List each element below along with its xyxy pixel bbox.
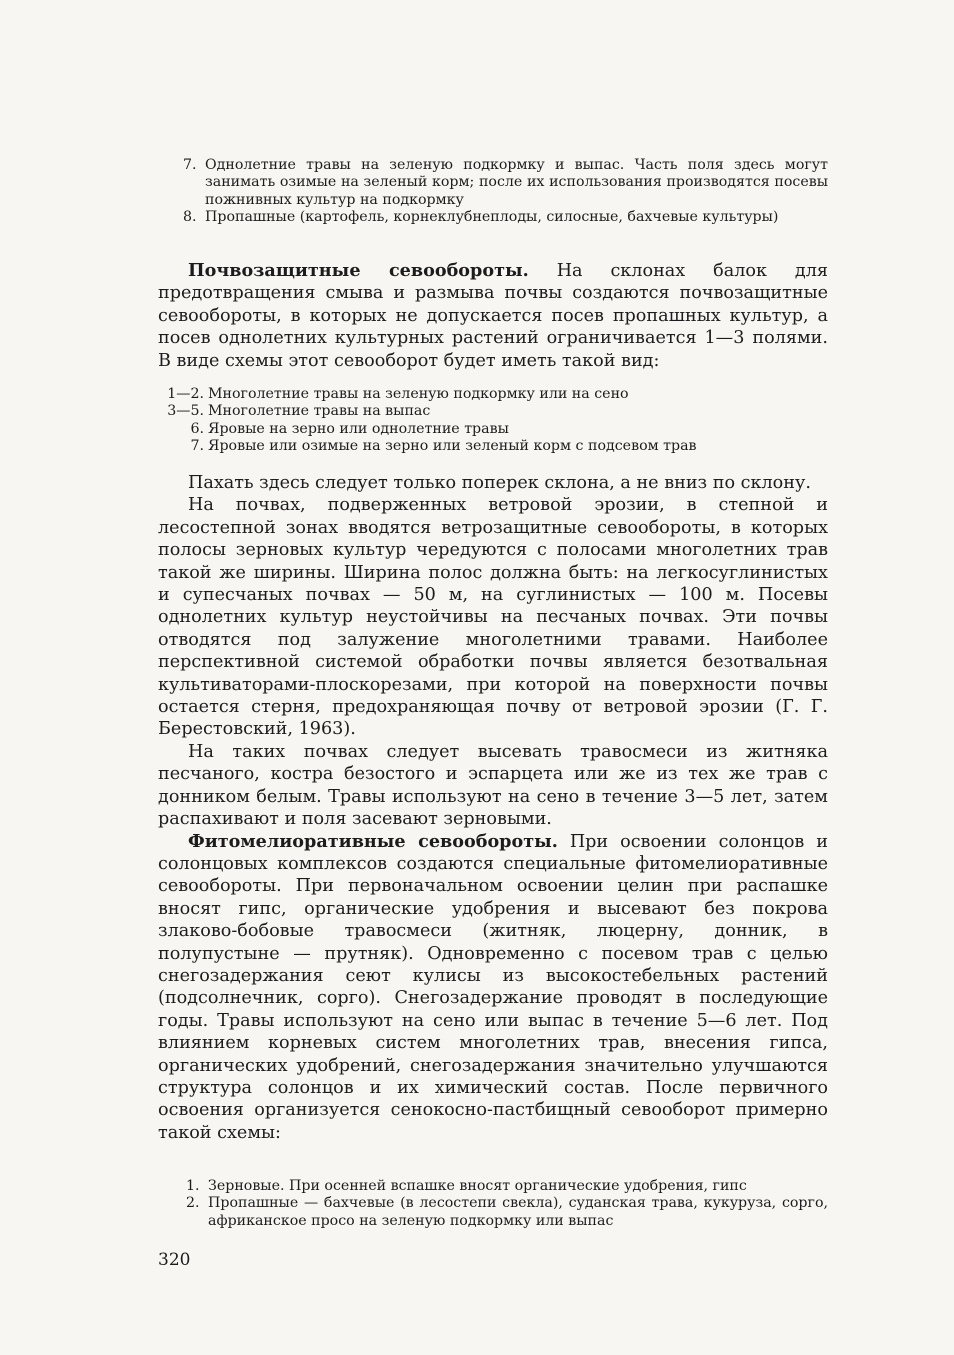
list-item (186, 1195, 828, 1230)
list-item (158, 438, 818, 455)
section-heading: Почвозащитные севообороты. (188, 260, 529, 281)
list-item (158, 386, 818, 403)
list-item-text: Пропашные (картофель, корнеклубнеплоды, силосные, бахчевые культуры) (205, 209, 779, 226)
paragraph-text: При освоении солонцов и солонцовых комплексов создаются специальные фитомелиоративные севообороты. При первоначальном освоении целин при распашке вносят гипс, органические удобрения и высевают без покрова злаково-бобовые травосмеси (житняк, люцерну, донник, в полупустыне — прутняк). Одновременно с посевом трав с целью снегозадержания сеют кулисы из высокостебельных растений (подсолнечник, сорго). Снегозадержание проводят в последующие годы. Травы используют на сено или выпас в течение 5—6 лет. Под влиянием корневых систем многолетних трав, внесения гипса, органических удобрений, снегозадержания значительно улучшаются структура солонцов и их химический состав. После первичного освоения организуется сенокосно-пастбищный севооборот примерно такой схемы: (158, 831, 829, 1143)
list-item (158, 421, 818, 438)
rotation-scheme-list (158, 386, 818, 456)
list-item-text: Многолетние травы на выпас (208, 403, 431, 420)
crop-rotation-list-bottom (186, 1178, 828, 1230)
main-text-block (158, 472, 828, 1144)
list-item-number: 3—5. (167, 403, 204, 420)
list-item-number: 8. (183, 209, 197, 226)
list-item-text: Зерновые. При осенней вспашке вносят органические удобрения, гипс (208, 1178, 747, 1194)
list-item (186, 1178, 828, 1195)
list-item-text: Яровые или озимые на зерно или зеленый корм с подсевом трав (208, 438, 697, 455)
list-item (183, 209, 828, 226)
list-item (158, 403, 818, 420)
list-item (183, 157, 828, 209)
page-number: 320 (158, 1250, 191, 1270)
list-item-number: 1. (186, 1178, 200, 1194)
list-item-number: 6. (190, 420, 204, 437)
list-item-number: 2. (186, 1195, 200, 1212)
paragraph: Пахать здесь следует только поперек склона, а не вниз по склону. (188, 473, 811, 493)
list-item-number: 7. (183, 157, 197, 173)
paragraph: На таких почвах следует высевать травосмеси из житняка песчаного, костра безостого и эспарцета или же из тех же трав с донником белым. Травы используют на сено в течение 3—5 лет, затем распахивают и поля засевают зерновыми. (158, 741, 828, 830)
section-heading: Фитомелиоративные севообороты. (188, 830, 558, 852)
list-item-text: Однолетние травы на зеленую подкормку и выпас. Часть поля здесь могут занимать озимые на зеленый корм; после их использования производятся посевы пожнивных культур на подкормку (205, 157, 828, 208)
crop-rotation-list-top (183, 157, 828, 227)
list-item-text: Яровые на зерно или однолетние травы (208, 420, 509, 437)
list-item-number: 1—2. (167, 386, 204, 402)
list-item-text: Многолетние травы на зеленую подкормку или на сено (208, 386, 629, 402)
soil-protective-paragraph (158, 260, 828, 372)
list-item-text: Пропашные — бахчевые (в лесостепи свекла), суданская трава, кукуруза, сорго, африканское просо на зеленую подкормку или выпас (208, 1195, 828, 1229)
list-item-number: 7. (190, 438, 204, 455)
paragraph: На почвах, подверженных ветровой эрозии, в степной и лесостепной зонах вводятся ветрозащитные севообороты, в которых полосы зерновых культур чередуются с полосами многолетних трав такой же ширины. Ширина полос должна быть: на легкосуглинистых и супесчаных почвах — 50 м, на суглинистых — 100 м. Посевы однолетних культур неустойчивы на песчаных почвах. Эти почвы отводятся под залужение многолетними травами. Наиболее перспективной системой обработки почвы является безотвальная культиваторами-плоскорезами, при которой на поверхности почвы остается стерня, предохраняющая почву от ветровой эрозии (Г. Г. Берестовский, 1963). (158, 495, 828, 740)
paragraph-text: На склонах балок для предотвращения смыва и размыва почвы создаются почвозащитные севообороты, в которых не допускается посев пропашных культур, а посев однолетних культурных растений ограничивается 1—3 полями. В виде схемы этот севооборот будет иметь такой вид: (158, 261, 829, 371)
phytomeliorative-paragraph (158, 831, 828, 1145)
